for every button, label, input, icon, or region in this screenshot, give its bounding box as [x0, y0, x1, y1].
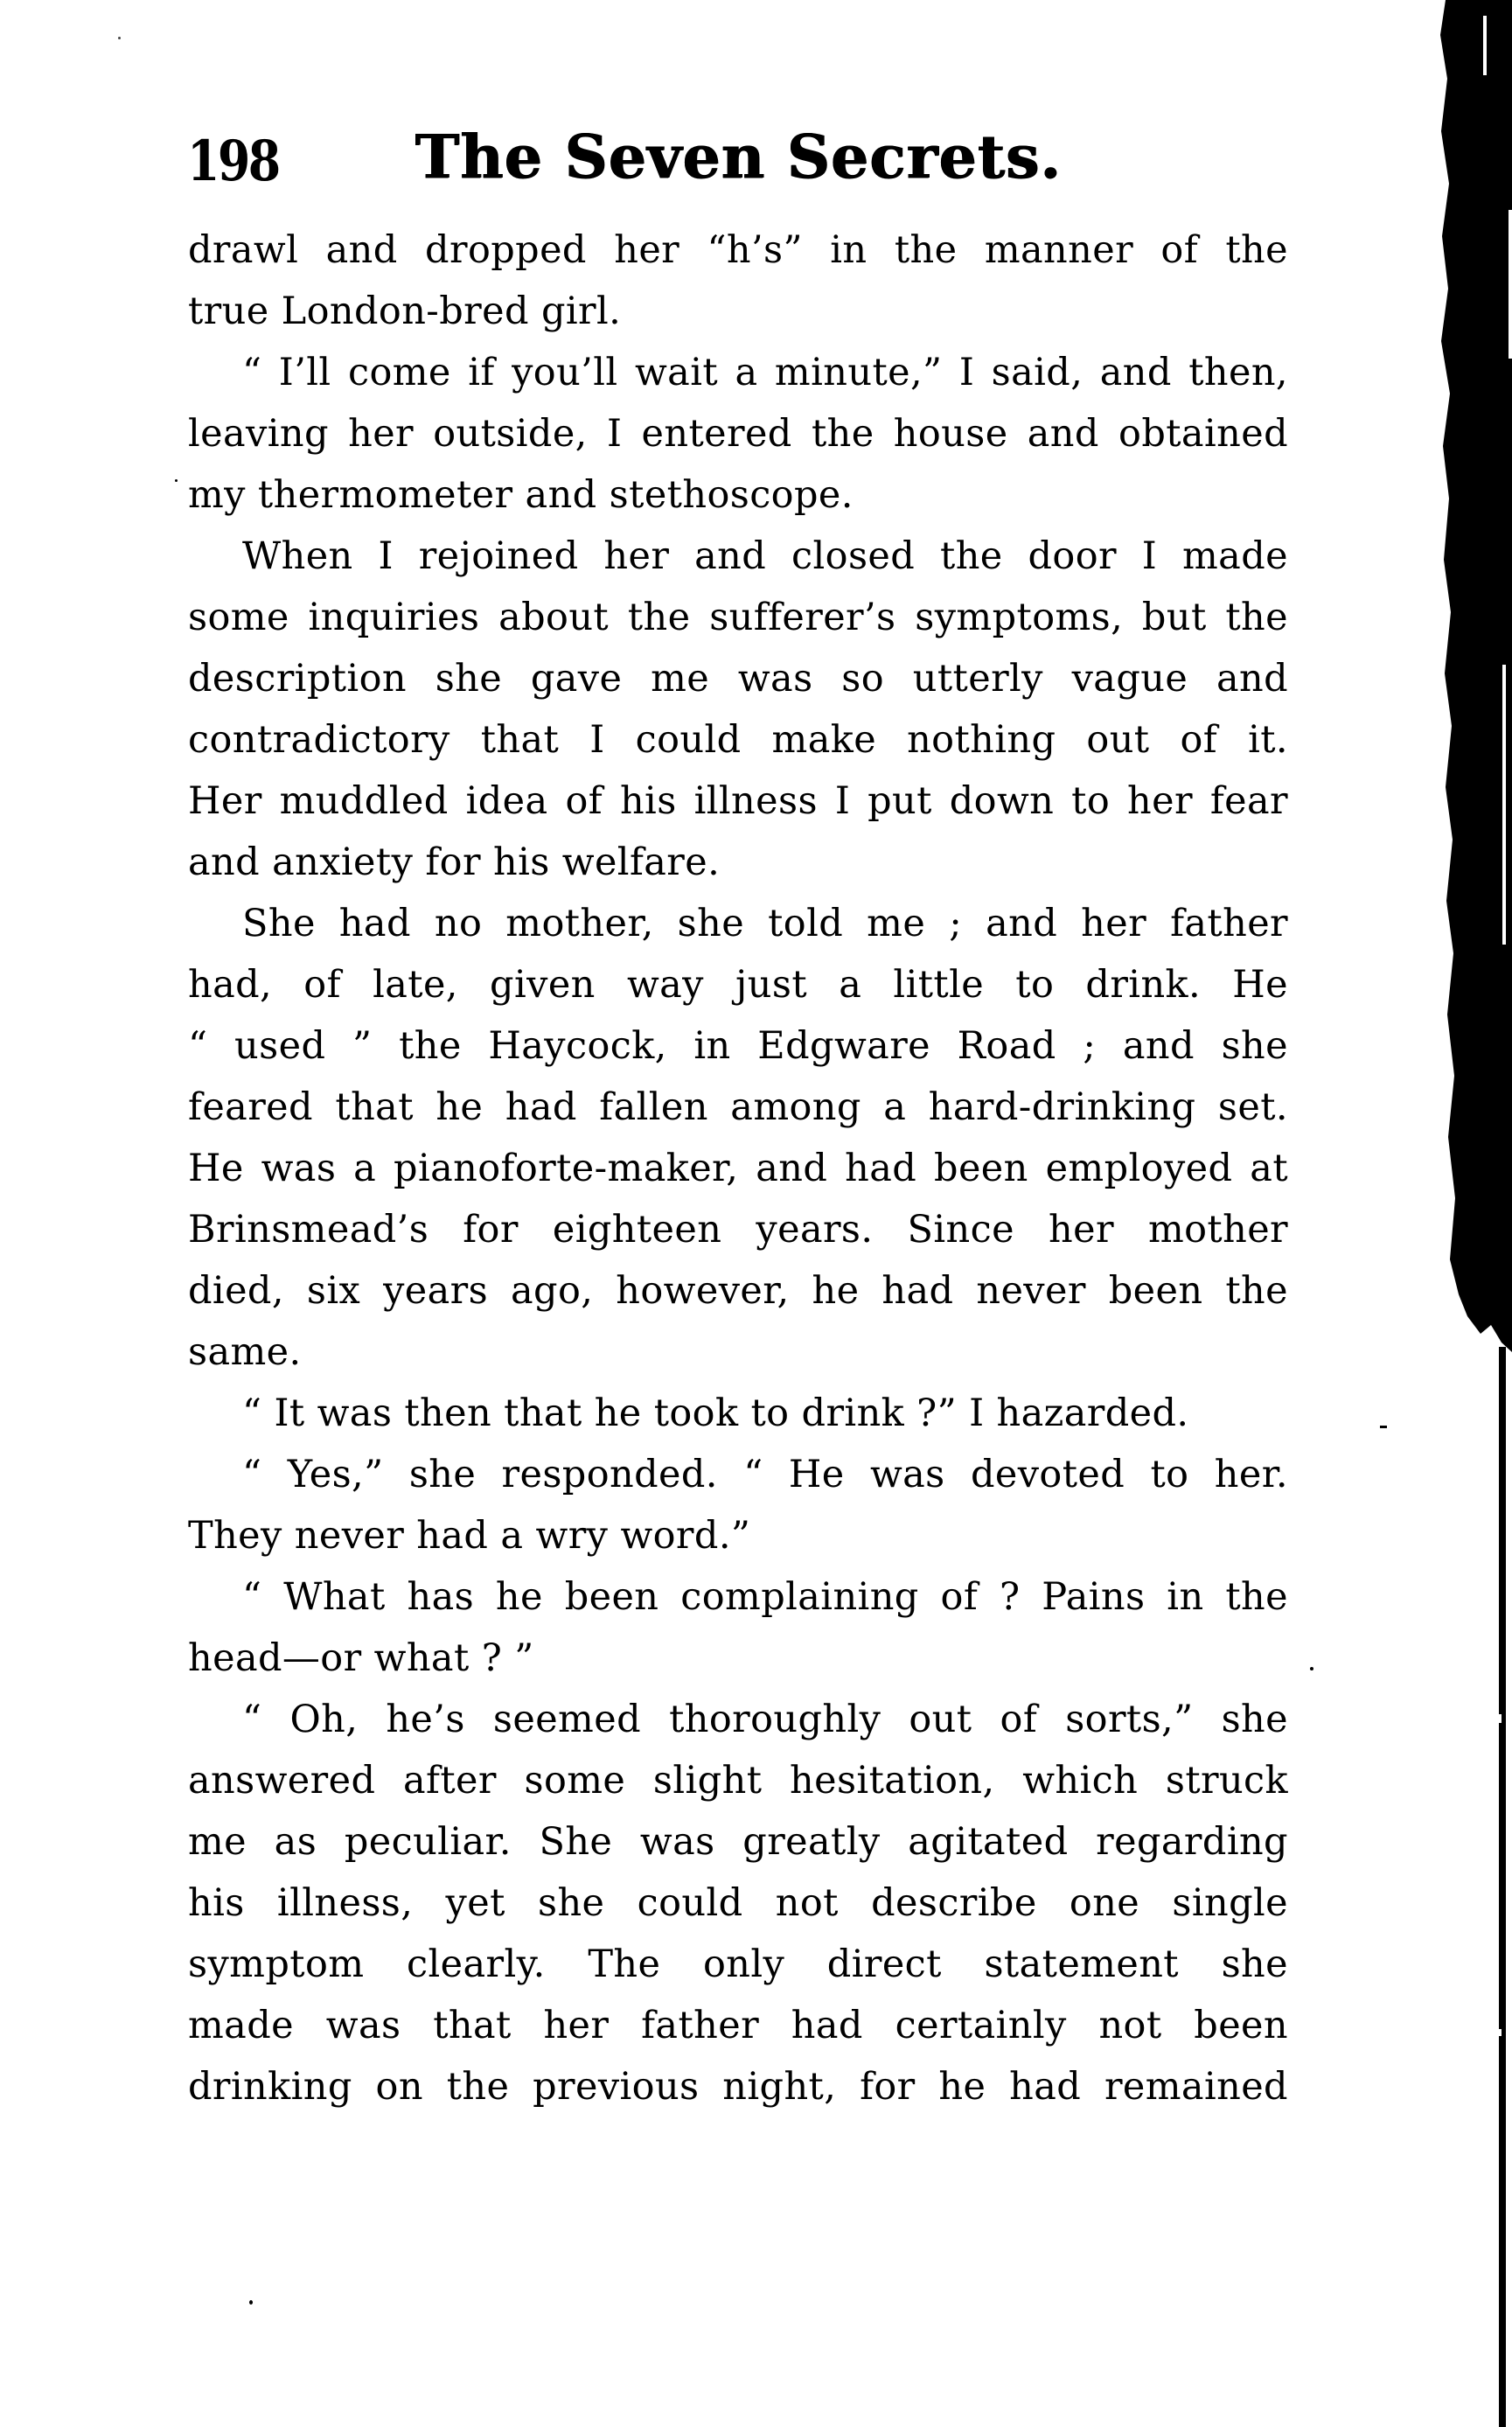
- dust-speck: [1310, 1667, 1313, 1670]
- text-line: contradictory that I could make nothing out of it.: [188, 718, 1288, 762]
- text-line: same.: [188, 1330, 302, 1374]
- text-line: some inquiries about the sufferer’s symptoms, but the: [188, 596, 1288, 639]
- dust-speck: [118, 37, 121, 39]
- text-line: his illness, yet she could not describe one single: [188, 1881, 1288, 1925]
- text-line: feared that he had fallen among a hard-drinking set.: [188, 1085, 1288, 1129]
- text-line: When I rejoined her and closed the door I made: [242, 534, 1288, 578]
- text-line: made was that her father had certainly not been: [188, 2004, 1288, 2047]
- scan-edge-line: [1499, 1347, 1506, 2427]
- scan-gutter-gap: [1509, 210, 1512, 359]
- running-title: The Seven Secrets.: [415, 122, 1062, 192]
- text-line: had, of late, given way just a little to drink. He: [188, 963, 1288, 1007]
- text-line: He was a pianoforte-maker, and had been employed at: [188, 1147, 1288, 1190]
- text-line: They never had a wry word.”: [188, 1514, 751, 1558]
- page-number: 198: [187, 129, 279, 194]
- text-line: “ Oh, he’s seemed thoroughly out of sorts,” she: [242, 1698, 1288, 1741]
- text-line: and anxiety for his welfare.: [188, 840, 721, 884]
- scan-edge-nick: [1499, 1714, 1502, 1723]
- scan-gutter-gap: [1502, 665, 1506, 945]
- text-line: answered after some slight hesitation, which struck: [188, 1759, 1288, 1803]
- text-line: “ I’ll come if you’ll wait a minute,” I said, and then,: [242, 351, 1288, 394]
- dust-speck: [249, 2300, 253, 2305]
- dust-speck: [1380, 1426, 1387, 1428]
- text-line: me as peculiar. She was greatly agitated regarding: [188, 1820, 1288, 1864]
- scan-edge-nick: [1499, 2029, 1502, 2036]
- scan-gutter-gap: [1483, 16, 1487, 75]
- dust-speck: [175, 479, 178, 482]
- text-line: She had no mother, she told me ; and her father: [242, 902, 1288, 945]
- text-line: “ It was then that he took to drink ?” I hazarded.: [242, 1391, 1189, 1435]
- body-text: [188, 220, 1288, 2117]
- text-line: symptom clearly. The only direct statement she: [188, 1942, 1288, 1986]
- text-line: died, six years ago, however, he had never been the: [188, 1269, 1288, 1313]
- text-line: Brinsmead’s for eighteen years. Since her mother: [188, 1208, 1288, 1252]
- text-line: leaving her outside, I entered the house and obtained: [188, 412, 1288, 456]
- text-line: “ What has he been complaining of ? Pains in the: [242, 1575, 1288, 1619]
- text-line: Her muddled idea of his illness I put down to her fear: [188, 779, 1288, 823]
- text-line: “ Yes,” she responded. “ He was devoted to her.: [242, 1453, 1288, 1496]
- text-line: my thermometer and stethoscope.: [188, 473, 854, 517]
- scan-gutter-bar: [1437, 0, 1512, 1352]
- text-line: head—or what ? ”: [188, 1636, 534, 1680]
- text-line: true London-bred girl.: [188, 289, 622, 333]
- text-line: “ used ” the Haycock, in Edgware Road ; and she: [188, 1024, 1288, 1068]
- text-line: drawl and dropped her “h’s” in the manner of the: [188, 228, 1288, 272]
- text-line: drinking on the previous night, for he had remained: [188, 2065, 1288, 2109]
- text-line: description she gave me was so utterly vague and: [188, 657, 1288, 701]
